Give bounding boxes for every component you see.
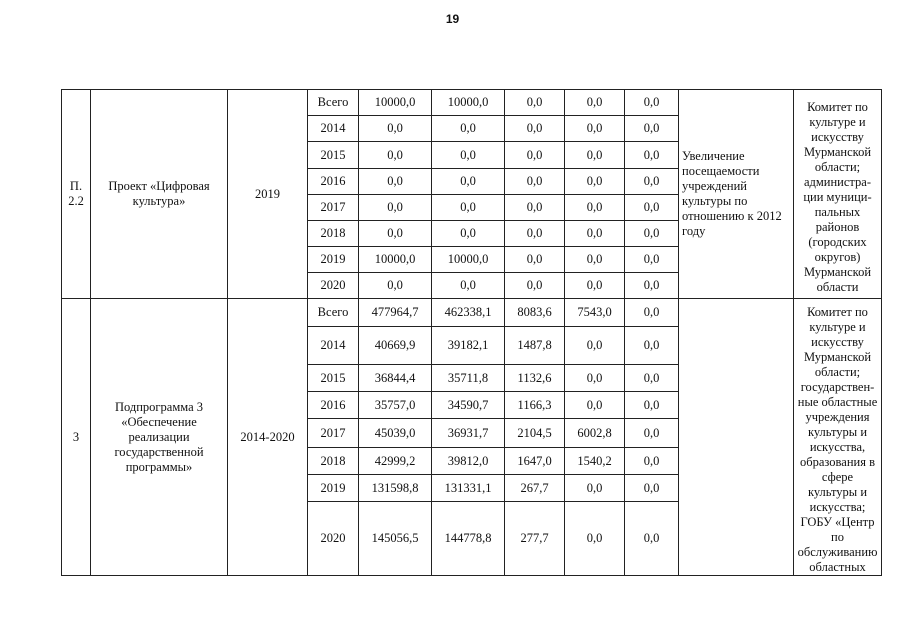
local-budget-cell: 0,0 <box>565 365 625 392</box>
regional-budget-cell: 0,0 <box>432 116 505 142</box>
regional-budget-cell: 462338,1 <box>432 299 505 327</box>
regional-budget-cell: 131331,1 <box>432 475 505 502</box>
indicator-cell: Увеличение посещаемости учреждений культуры по отношению к 2012 году <box>679 90 794 299</box>
total-funding-cell: 35757,0 <box>359 392 432 419</box>
federal-budget-cell: 0,0 <box>505 273 565 299</box>
federal-budget-cell: 1647,0 <box>505 448 565 475</box>
local-budget-cell: 0,0 <box>565 273 625 299</box>
year-cell: 2015 <box>308 142 359 169</box>
regional-budget-cell: 0,0 <box>432 273 505 299</box>
other-sources-cell: 0,0 <box>625 475 679 502</box>
federal-budget-cell: 0,0 <box>505 142 565 169</box>
year-cell: 2016 <box>308 169 359 195</box>
total-funding-cell: 0,0 <box>359 142 432 169</box>
total-funding-cell: 0,0 <box>359 195 432 221</box>
indicator-cell <box>679 299 794 576</box>
other-sources-cell: 0,0 <box>625 327 679 365</box>
regional-budget-cell: 35711,8 <box>432 365 505 392</box>
total-funding-cell: 0,0 <box>359 116 432 142</box>
total-funding-cell: 10000,0 <box>359 90 432 116</box>
local-budget-cell: 0,0 <box>565 327 625 365</box>
executor-cell: Комитет по культуре и искусству Мурманской области; администра- ции муници- пальных районов (городских округов) Мурманской области <box>794 90 882 299</box>
year-cell: 2014 <box>308 116 359 142</box>
other-sources-cell: 0,0 <box>625 419 679 448</box>
other-sources-cell: 0,0 <box>625 299 679 327</box>
other-sources-cell: 0,0 <box>625 169 679 195</box>
page-number: 19 <box>445 12 460 26</box>
local-budget-cell: 0,0 <box>565 195 625 221</box>
federal-budget-cell: 1166,3 <box>505 392 565 419</box>
total-funding-cell: 45039,0 <box>359 419 432 448</box>
item-name-cell: Проект «Цифровая культура» <box>91 90 228 299</box>
local-budget-cell: 0,0 <box>565 475 625 502</box>
other-sources-cell: 0,0 <box>625 195 679 221</box>
total-funding-cell: 0,0 <box>359 273 432 299</box>
regional-budget-cell: 10000,0 <box>432 247 505 273</box>
other-sources-cell: 0,0 <box>625 273 679 299</box>
federal-budget-cell: 0,0 <box>505 90 565 116</box>
year-cell: 2020 <box>308 502 359 576</box>
federal-budget-cell: 0,0 <box>505 247 565 273</box>
other-sources-cell: 0,0 <box>625 90 679 116</box>
other-sources-cell: 0,0 <box>625 116 679 142</box>
other-sources-cell: 0,0 <box>625 502 679 576</box>
federal-budget-cell: 277,7 <box>505 502 565 576</box>
total-funding-cell: 477964,7 <box>359 299 432 327</box>
regional-budget-cell: 34590,7 <box>432 392 505 419</box>
federal-budget-cell: 8083,6 <box>505 299 565 327</box>
year-cell: 2016 <box>308 392 359 419</box>
regional-budget-cell: 10000,0 <box>432 90 505 116</box>
total-funding-cell: 42999,2 <box>359 448 432 475</box>
federal-budget-cell: 1487,8 <box>505 327 565 365</box>
total-funding-cell: 10000,0 <box>359 247 432 273</box>
total-funding-cell: 36844,4 <box>359 365 432 392</box>
regional-budget-cell: 39182,1 <box>432 327 505 365</box>
other-sources-cell: 0,0 <box>625 142 679 169</box>
regional-budget-cell: 36931,7 <box>432 419 505 448</box>
item-name-cell: Подпрограмма 3 «Обеспечение реализации государственной программы» <box>91 299 228 576</box>
year-cell: 2019 <box>308 475 359 502</box>
table-row <box>62 299 882 327</box>
local-budget-cell: 0,0 <box>565 169 625 195</box>
other-sources-cell: 0,0 <box>625 365 679 392</box>
year-cell: 2017 <box>308 195 359 221</box>
regional-budget-cell: 0,0 <box>432 169 505 195</box>
executor-cell: Комитет по культуре и искусству Мурманской области; государствен- ные областные учреждения культуры и искусства, образования в сфере культуры и искусства; ГОБУ «Центр по обслуживанию областных <box>794 299 882 576</box>
regional-budget-cell: 39812,0 <box>432 448 505 475</box>
other-sources-cell: 0,0 <box>625 392 679 419</box>
year-cell: 2017 <box>308 419 359 448</box>
regional-budget-cell: 144778,8 <box>432 502 505 576</box>
program-table <box>61 89 882 576</box>
period-cell: 2019 <box>228 90 308 299</box>
local-budget-cell: 0,0 <box>565 142 625 169</box>
table-row <box>62 90 882 116</box>
total-funding-cell: 40669,9 <box>359 327 432 365</box>
federal-budget-cell: 2104,5 <box>505 419 565 448</box>
year-cell: 2014 <box>308 327 359 365</box>
item-number-cell: 3 <box>62 299 91 576</box>
other-sources-cell: 0,0 <box>625 247 679 273</box>
year-cell: 2015 <box>308 365 359 392</box>
total-funding-cell: 145056,5 <box>359 502 432 576</box>
other-sources-cell: 0,0 <box>625 221 679 247</box>
federal-budget-cell: 0,0 <box>505 195 565 221</box>
local-budget-cell: 0,0 <box>565 502 625 576</box>
regional-budget-cell: 0,0 <box>432 195 505 221</box>
year-cell: Всего <box>308 90 359 116</box>
federal-budget-cell: 0,0 <box>505 169 565 195</box>
total-funding-cell: 131598,8 <box>359 475 432 502</box>
federal-budget-cell: 1132,6 <box>505 365 565 392</box>
local-budget-cell: 0,0 <box>565 247 625 273</box>
local-budget-cell: 0,0 <box>565 90 625 116</box>
year-cell: 2020 <box>308 273 359 299</box>
total-funding-cell: 0,0 <box>359 169 432 195</box>
other-sources-cell: 0,0 <box>625 448 679 475</box>
local-budget-cell: 1540,2 <box>565 448 625 475</box>
federal-budget-cell: 0,0 <box>505 116 565 142</box>
year-cell: 2018 <box>308 221 359 247</box>
regional-budget-cell: 0,0 <box>432 221 505 247</box>
federal-budget-cell: 0,0 <box>505 221 565 247</box>
local-budget-cell: 0,0 <box>565 116 625 142</box>
federal-budget-cell: 267,7 <box>505 475 565 502</box>
local-budget-cell: 0,0 <box>565 221 625 247</box>
total-funding-cell: 0,0 <box>359 221 432 247</box>
year-cell: 2018 <box>308 448 359 475</box>
item-number-cell: П. 2.2 <box>62 90 91 299</box>
local-budget-cell: 6002,8 <box>565 419 625 448</box>
year-cell: 2019 <box>308 247 359 273</box>
period-cell: 2014-2020 <box>228 299 308 576</box>
regional-budget-cell: 0,0 <box>432 142 505 169</box>
local-budget-cell: 7543,0 <box>565 299 625 327</box>
year-cell: Всего <box>308 299 359 327</box>
local-budget-cell: 0,0 <box>565 392 625 419</box>
